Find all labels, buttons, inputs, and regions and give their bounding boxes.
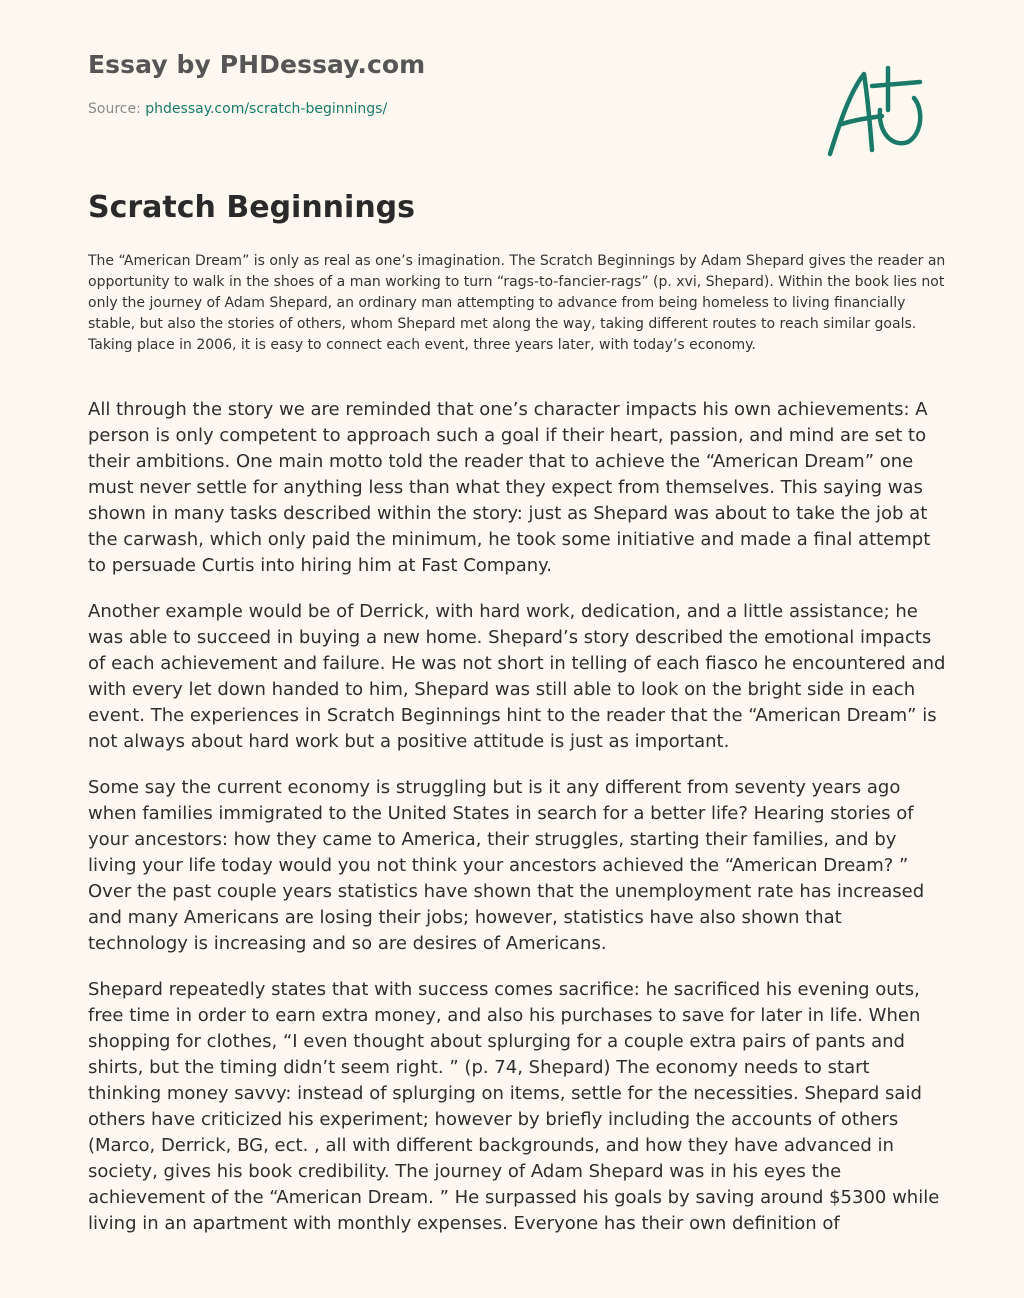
source-line <box>88 101 387 117</box>
body-paragraph: Some say the current economy is struggling but is it any different from seventy years ago when families immigrated to the United States in search for a better life? Hearing stories of your ancestors: how they came to America, their struggles, starting their families, and by living your life today would you not think your ancestors achieved the “American Dream? ” Over the past couple years statistics have shown that the unemployment rate has increased and many Americans are losing their jobs; however, statistics have also shown that technology is increasing and so are desires of Americans. <box>88 777 925 954</box>
article-intro: The “American Dream” is only as real as one’s imagination. The Scratch Beginnings by Adam Shepard gives the reader an opportunity to walk in the shoes of a man working to turn “rags-to-fancier-rags” (p. xvi, Shepard). Within the book lies not only the journey of Adam Shepard, an ordinary man attempting to advance from being homeless to living financially stable, but also the stories of others, whom Shepard met along the way, taking different routes to reach similar goals. Taking place in 2006, it is easy to connect each event, three years later, with today’s economy. <box>88 253 946 353</box>
body-paragraph: All through the story we are reminded that one’s character impacts his own achievements: A person is only competent to approach such a goal if their heart, passion, and mind are set to their ambitions. One main motto told the reader that to achieve the “American Dream” one must never settle for anything less than what they expect from themselves. This saying was shown in many tasks described within the story: just as Shepard was about to take the job at the carwash, which only paid the minimum, he took some initiative and made a final attempt to persuade Curtis into hiring him at Fast Company. <box>88 399 931 576</box>
site-brand: Essay by PHDessay.com <box>88 50 426 79</box>
article-body <box>88 397 946 1250</box>
body-paragraph: Shepard repeatedly states that with success comes sacrifice: he sacrificed his evening outs, free time in order to earn extra money, and also his purchases to save for later in life. When shopping for clothes, “I even thought about splurging for a couple extra pairs of pants and shirts, but the timing didn’t seem right. ” (p. 74, Shepard) The economy needs to start thinking money savvy: instead of splurging on items, settle for the necessities. Shepard said others have criticized his experiment; however by briefly including the accounts of others (Marco, Derrick, BG, ect. , all with different backgrounds, and how they have advanced in society, gives his book credibility. The journey of Adam Shepard was in his eyes the achievement of the “American Dream. ” He surpassed his goals by saving around $5300 while living in an apartment with monthly expenses. Everyone has their own definition of <box>88 979 940 1234</box>
a-plus-grade-icon <box>822 62 932 162</box>
body-paragraph: Another example would be of Derrick, with hard work, dedication, and a little assistance; he was able to succeed in buying a new home. Shepard’s story described the emotional impacts of each achievement and failure. He was not short in telling of each fiasco he encountered and with every let down handed to him, Shepard was still able to look on the bright side in each event. The experiences in Scratch Beginnings hint to the reader that the “American Dream” is not always about hard work but a positive attitude is just as important. <box>88 601 946 752</box>
article-title: Scratch Beginnings <box>88 190 416 225</box>
source-link[interactable]: phdessay.com/scratch-beginnings/ <box>145 101 388 117</box>
source-label: Source: <box>88 101 141 117</box>
